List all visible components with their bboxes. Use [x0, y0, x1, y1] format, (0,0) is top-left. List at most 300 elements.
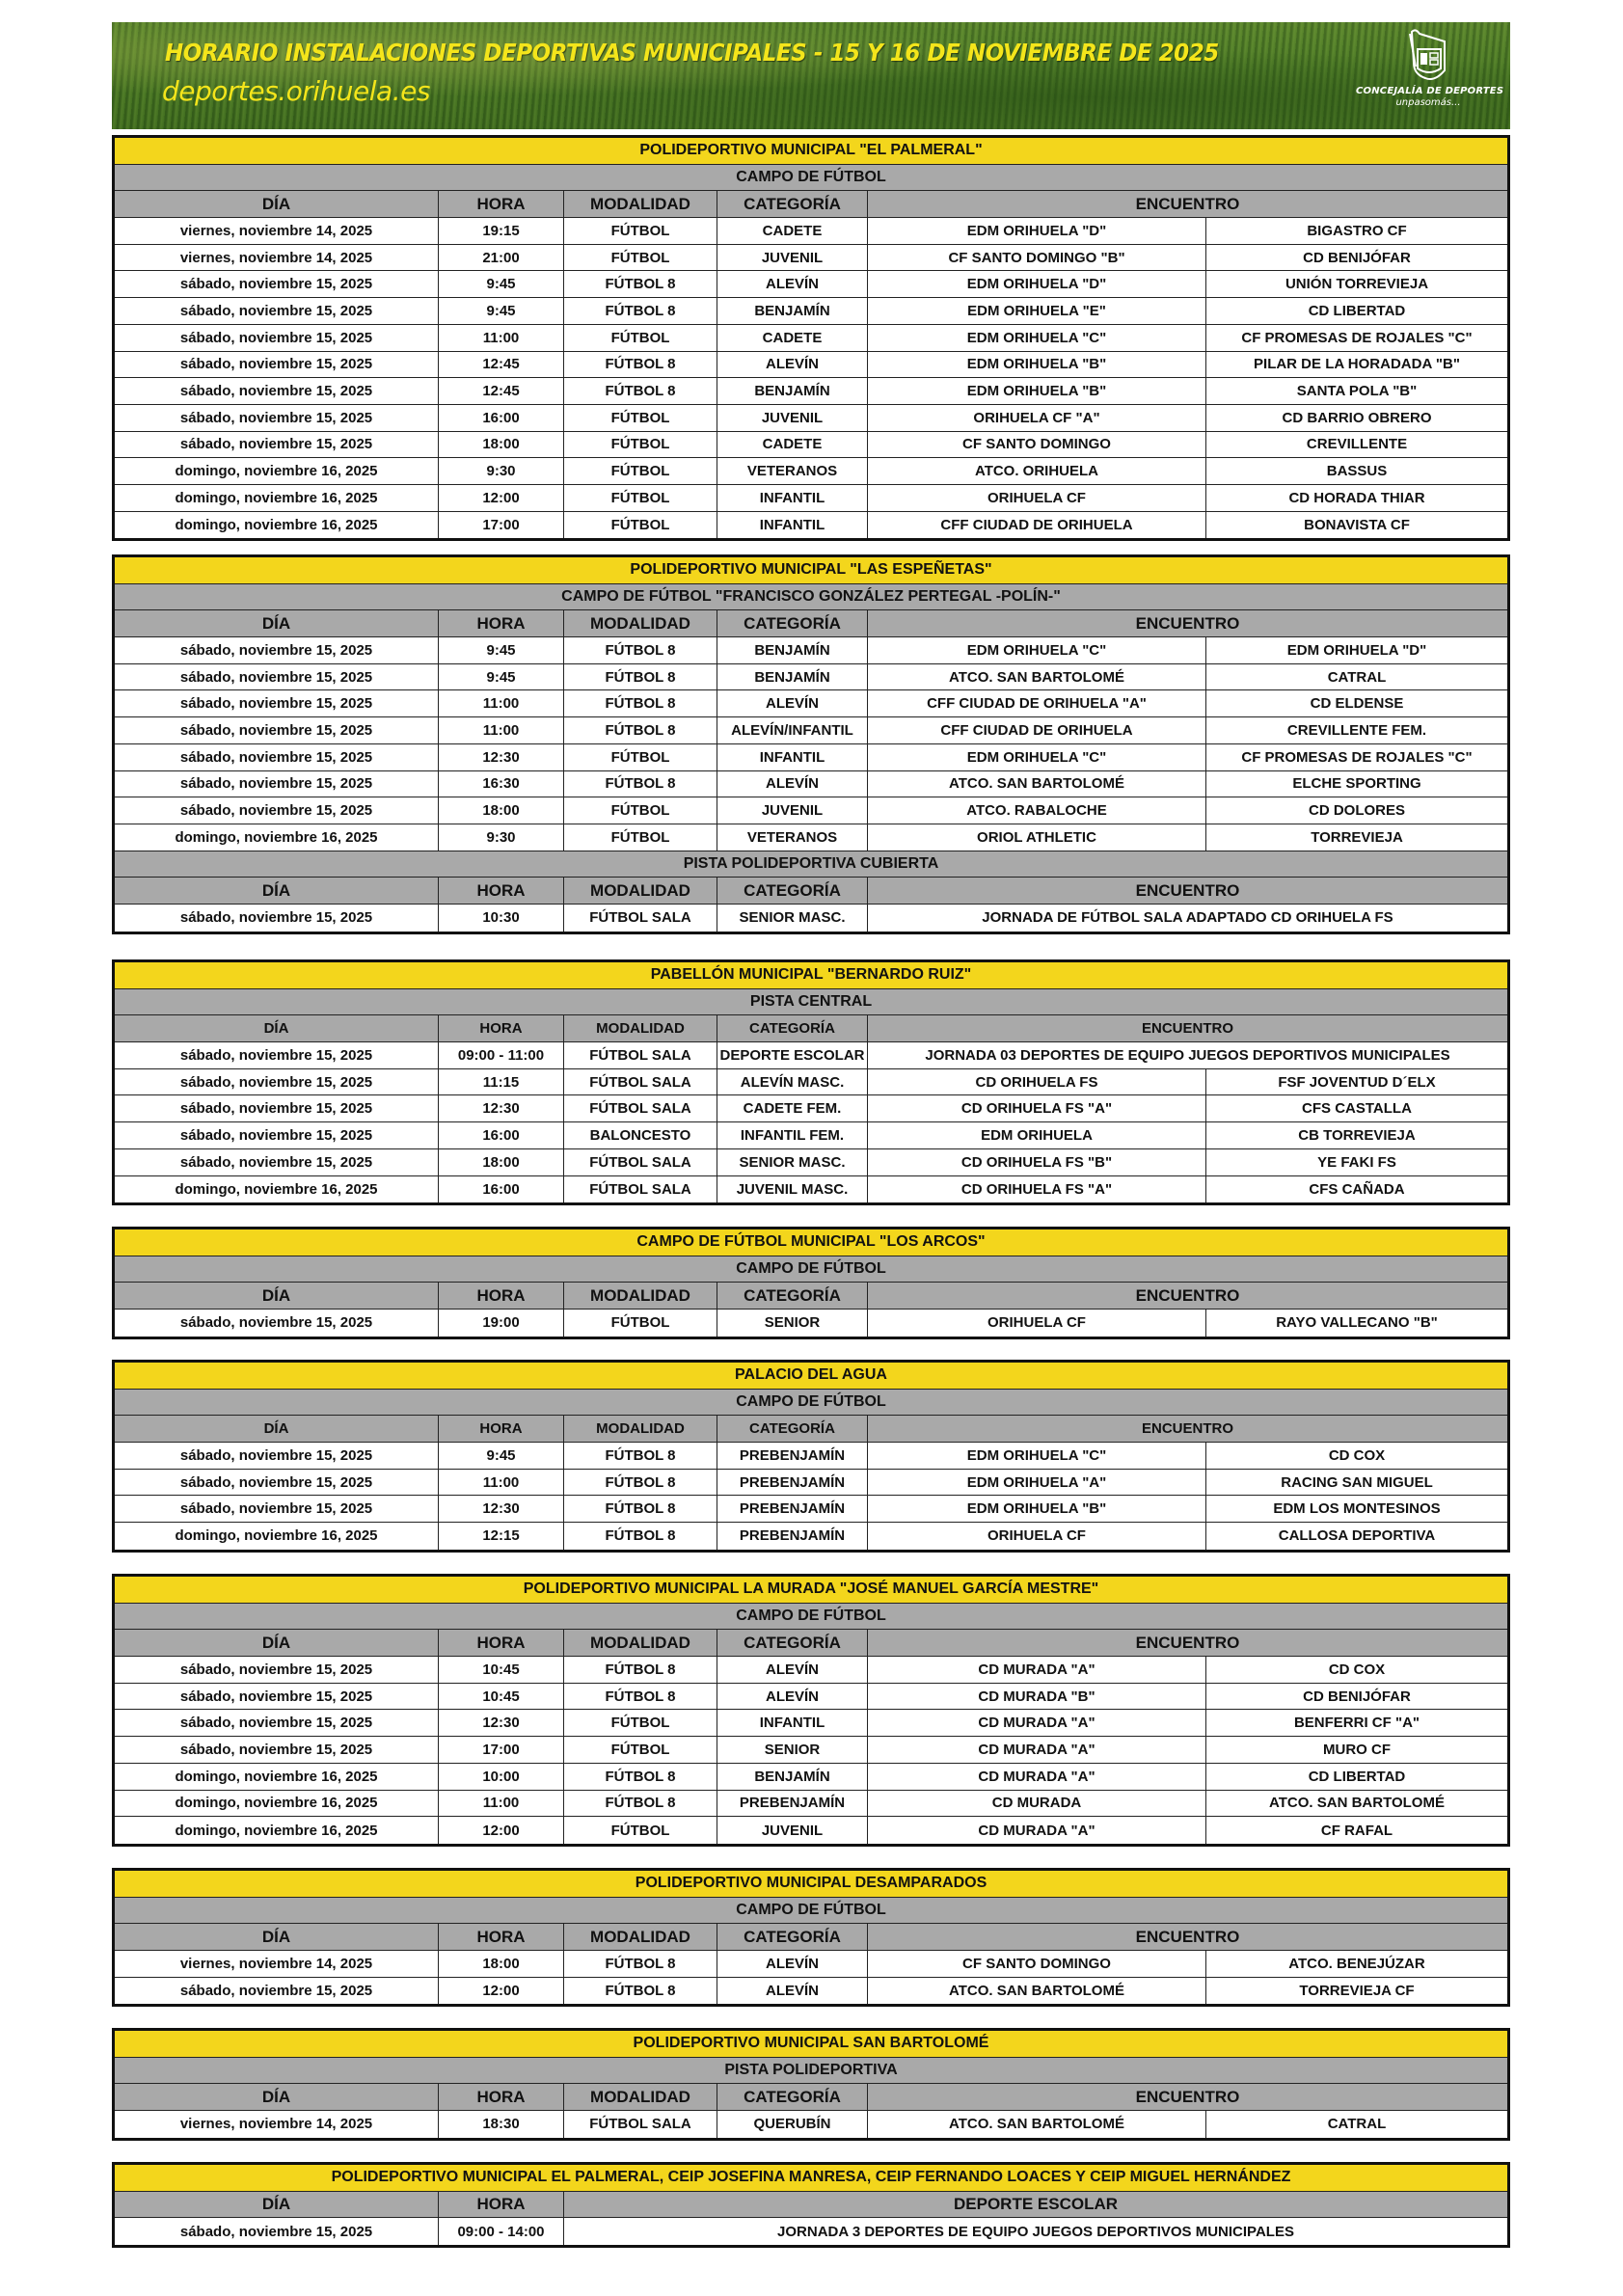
venue-table	[112, 135, 1510, 541]
table-row	[115, 458, 1507, 485]
col-header-encuentro: ENCUENTRO	[1141, 1020, 1233, 1038]
col-header-hora: HORA	[439, 191, 564, 217]
cell-hora: 19:15	[439, 218, 564, 244]
cell-dia: sábado, noviembre 15, 2025	[115, 1684, 439, 1710]
cell-categoria: JUVENIL	[717, 245, 868, 271]
cell-equipo-visitante: MURO CF	[1323, 1741, 1391, 1758]
cell-categoria: JUVENIL	[717, 1817, 868, 1844]
cell-hora: 9:30	[439, 824, 564, 851]
venue-header	[115, 557, 1507, 584]
cell-hora: 18:00	[439, 432, 564, 458]
cell-modalidad: FÚTBOL 8	[564, 1791, 717, 1817]
cell-modalidad: FÚTBOL SALA	[564, 1069, 717, 1095]
cell-categoria: ALEVÍN/INFANTIL	[717, 717, 868, 743]
table-row	[115, 1310, 1507, 1337]
col-header-dia: DÍA	[115, 191, 439, 217]
section-header	[115, 2058, 1507, 2085]
cell-equipo-local: ORIHUELA CF "A"	[868, 405, 1206, 431]
cell-dia: sábado, noviembre 15, 2025	[115, 271, 439, 297]
cell-equipo-local: EDM ORIHUELA "C"	[868, 325, 1206, 351]
cell-categoria: PREBENJAMÍN	[717, 1470, 868, 1496]
cell-hora: 9:45	[439, 664, 564, 690]
venue-header	[115, 1577, 1507, 1604]
cell-dia: sábado, noviembre 15, 2025	[115, 325, 439, 351]
cell-equipo-visitante: CD BENIJÓFAR	[1303, 1688, 1411, 1705]
table-row	[115, 1122, 1507, 1149]
venue-name: CAMPO DE FÚTBOL MUNICIPAL "LOS ARCOS"	[636, 1233, 986, 1251]
cell-equipo-visitante: PILAR DE LA HORADADA "B"	[1254, 356, 1460, 373]
col-header-categoria: CATEGORÍA	[717, 2084, 868, 2110]
cell-equipo-local: CF SANTO DOMINGO	[868, 432, 1206, 458]
cell-equipo-visitante: CREVILLENTE FEM.	[1286, 721, 1427, 739]
cell-modalidad: FÚTBOL 8	[564, 352, 717, 378]
cell-dia: sábado, noviembre 15, 2025	[115, 744, 439, 770]
cell-equipo-local: EDM ORIHUELA "B"	[868, 378, 1206, 404]
cell-equipo-local: CF SANTO DOMINGO	[868, 1951, 1206, 1977]
venue-header	[115, 2165, 1507, 2192]
cell-dia: domingo, noviembre 16, 2025	[115, 458, 439, 484]
cell-hora: 10:45	[439, 1684, 564, 1710]
cell-categoria: JUVENIL	[717, 405, 868, 431]
section-header	[115, 165, 1507, 192]
cell-hora: 12:30	[439, 1496, 564, 1522]
col-header-categoria: CATEGORÍA	[717, 610, 868, 636]
cell-equipo-visitante: EDM LOS MONTESINOS	[1273, 1500, 1441, 1518]
cell-equipo-local: CD MURADA "A"	[868, 1710, 1206, 1736]
cell-categoria: INFANTIL	[717, 512, 868, 539]
cell-categoria: VETERANOS	[717, 458, 868, 484]
section-name: PISTA POLIDEPORTIVA CUBIERTA	[683, 854, 939, 872]
cell-modalidad: FÚTBOL	[564, 458, 717, 484]
col-header-modalidad: MODALIDAD	[564, 191, 717, 217]
cell-equipo-local: CD ORIHUELA FS "A"	[868, 1176, 1206, 1203]
cell-equipo-local: CD ORIHUELA FS "B"	[868, 1149, 1206, 1175]
cell-equipo-visitante: ATCO. SAN BARTOLOMÉ	[1269, 1795, 1445, 1812]
cell-hora: 9:45	[439, 637, 564, 663]
cell-dia: sábado, noviembre 15, 2025	[115, 352, 439, 378]
venue-name: POLIDEPORTIVO MUNICIPAL "LAS ESPEÑETAS"	[630, 561, 992, 579]
cell-equipo-local: EDM ORIHUELA "C"	[868, 637, 1206, 663]
cell-categoria: CADETE FEM.	[717, 1095, 868, 1121]
cell-categoria: VETERANOS	[717, 824, 868, 851]
concejalia-logo	[1356, 28, 1504, 124]
venue-table	[112, 2162, 1510, 2248]
cell-dia: sábado, noviembre 15, 2025	[115, 432, 439, 458]
table-row	[115, 1496, 1507, 1523]
venue-name: POLIDEPORTIVO MUNICIPAL LA MURADA "JOSÉ MANUEL GARCÍA MESTRE"	[523, 1580, 1099, 1598]
cell-equipo-local: ORIHUELA CF	[868, 485, 1206, 511]
cell-hora: 18:30	[439, 2111, 564, 2138]
section-name: CAMPO DE FÚTBOL	[736, 1902, 886, 1919]
cell-modalidad: FÚTBOL 8	[564, 717, 717, 743]
cell-categoria: CADETE	[717, 432, 868, 458]
section-name: CAMPO DE FÚTBOL "FRANCISCO GONZÁLEZ PERTEGAL -POLÍN-"	[561, 588, 1061, 606]
cell-dia: sábado, noviembre 15, 2025	[115, 1122, 439, 1148]
cell-categoria: BENJAMÍN	[717, 664, 868, 690]
cell-equipo-visitante: CFS CAÑADA	[1309, 1180, 1405, 1198]
section-name: CAMPO DE FÚTBOL	[736, 1393, 886, 1411]
cell-categoria: ALEVÍN	[717, 1657, 868, 1683]
cell-modalidad: FÚTBOL 8	[564, 1978, 717, 2005]
table-row	[115, 1737, 1507, 1764]
cell-equipo-visitante: CALLOSA DEPORTIVA	[1278, 1527, 1436, 1545]
table-row	[115, 218, 1507, 245]
cell-equipo-visitante: ELCHE SPORTING	[1292, 775, 1421, 793]
cell-dia: domingo, noviembre 16, 2025	[115, 1764, 439, 1790]
cell-dia: domingo, noviembre 16, 2025	[115, 824, 439, 851]
cell-equipo-local: ORIOL ATHLETIC	[868, 824, 1206, 851]
cell-categoria: INFANTIL FEM.	[717, 1122, 868, 1148]
cell-hora: 18:00	[439, 797, 564, 824]
cell-modalidad: FÚTBOL	[564, 1817, 717, 1844]
col-header-hora: HORA	[439, 1630, 564, 1656]
cell-equipo-visitante: CD BENIJÓFAR	[1303, 249, 1411, 266]
cell-hora: 11:00	[439, 1470, 564, 1496]
col-header-deporte-escolar: DEPORTE ESCOLAR	[953, 2195, 1119, 2214]
cell-equipo-visitante: CF RAFAL	[1320, 1822, 1393, 1839]
section-header	[115, 1390, 1507, 1417]
header-banner	[112, 22, 1510, 129]
cell-categoria: SENIOR	[717, 1310, 868, 1337]
cell-hora: 10:45	[439, 1657, 564, 1683]
cell-equipo-local: EDM ORIHUELA "D"	[868, 271, 1206, 297]
venue-header	[115, 1229, 1507, 1256]
cell-modalidad: FÚTBOL	[564, 485, 717, 511]
col-header-hora: HORA	[439, 1924, 564, 1950]
cell-dia: sábado, noviembre 15, 2025	[115, 905, 439, 932]
venue-table	[112, 959, 1510, 1205]
col-header-modalidad: MODALIDAD	[564, 2084, 717, 2110]
col-header-hora: HORA	[439, 610, 564, 636]
table-row	[115, 2218, 1507, 2245]
cell-hora: 18:00	[439, 1149, 564, 1175]
cell-hora: 12:30	[439, 744, 564, 770]
cell-hora: 9:45	[439, 298, 564, 324]
venue-table	[112, 1360, 1510, 1553]
cell-modalidad: FÚTBOL SALA	[564, 2111, 717, 2138]
cell-equipo-local: EDM ORIHUELA "B"	[868, 1496, 1206, 1522]
cell-equipo-visitante: CATRAL	[1327, 668, 1387, 686]
cell-equipo-visitante: TORREVIEJA CF	[1299, 1983, 1415, 2000]
cell-categoria: PREBENJAMÍN	[717, 1496, 868, 1522]
cell-equipo-local: CF SANTO DOMINGO "B"	[868, 245, 1206, 271]
table-row	[115, 905, 1507, 932]
cell-categoria: PREBENJAMÍN	[717, 1443, 868, 1469]
table-row	[115, 637, 1507, 664]
table-row	[115, 1791, 1507, 1818]
table-row	[115, 1710, 1507, 1737]
cell-hora: 12:15	[439, 1523, 564, 1550]
cell-categoria: INFANTIL	[717, 1710, 868, 1736]
column-header-row	[115, 2192, 1507, 2219]
column-header-row	[115, 191, 1507, 218]
table-row	[115, 690, 1507, 717]
cell-equipo-local: ATCO. SAN BARTOLOMÉ	[868, 771, 1206, 797]
cell-modalidad: FÚTBOL 8	[564, 1470, 717, 1496]
cell-modalidad: FÚTBOL 8	[564, 1684, 717, 1710]
table-row	[115, 717, 1507, 744]
cell-hora: 11:00	[439, 717, 564, 743]
cell-equipo-visitante: CF PROMESAS DE ROJALES "C"	[1241, 748, 1473, 766]
cell-evento: JORNADA 03 DEPORTES DE EQUIPO JUEGOS DEPORTIVOS MUNICIPALES	[925, 1046, 1450, 1064]
cell-modalidad: FÚTBOL 8	[564, 298, 717, 324]
col-header-hora: HORA	[439, 1416, 564, 1442]
table-row	[115, 1095, 1507, 1122]
cell-equipo-visitante: CF PROMESAS DE ROJALES "C"	[1241, 329, 1473, 346]
table-row	[115, 2111, 1507, 2138]
cell-modalidad: FÚTBOL	[564, 325, 717, 351]
cell-equipo-visitante: RAYO VALLECANO "B"	[1276, 1314, 1438, 1332]
section-header	[115, 1898, 1507, 1925]
col-header-dia: DÍA	[115, 878, 439, 904]
cell-dia: sábado, noviembre 15, 2025	[115, 1069, 439, 1095]
col-header-categoria: CATEGORÍA	[717, 1283, 868, 1309]
cell-equipo-local: EDM ORIHUELA "C"	[868, 744, 1206, 770]
cell-dia: sábado, noviembre 15, 2025	[115, 1737, 439, 1763]
table-row	[115, 771, 1507, 798]
cell-equipo-visitante: TORREVIEJA	[1311, 828, 1403, 846]
cell-equipo-visitante: CREVILLENTE	[1306, 436, 1408, 453]
cell-modalidad: FÚTBOL SALA	[564, 1042, 717, 1068]
cell-modalidad: FÚTBOL SALA	[564, 1176, 717, 1203]
venue-name: POLIDEPORTIVO MUNICIPAL EL PALMERAL, CEIP JOSEFINA MANRESA, CEIP FERNANDO LOACES Y CEIP MIGUEL HERNÁNDEZ	[331, 2169, 1291, 2186]
cell-hora: 17:00	[439, 512, 564, 539]
column-header-row	[115, 1015, 1507, 1042]
venue-name: POLIDEPORTIVO MUNICIPAL SAN BARTOLOMÉ	[633, 2035, 989, 2052]
cell-equipo-visitante: CD LIBERTAD	[1308, 302, 1406, 319]
table-row	[115, 378, 1507, 405]
cell-equipo-visitante: SANTA POLA "B"	[1296, 383, 1418, 400]
cell-equipo-local: ORIHUELA CF	[868, 1310, 1206, 1337]
cell-modalidad: FÚTBOL	[564, 1737, 717, 1763]
cell-equipo-visitante: CD BARRIO OBRERO	[1282, 409, 1432, 426]
cell-dia: sábado, noviembre 15, 2025	[115, 2218, 439, 2245]
cell-categoria: DEPORTE ESCOLAR	[717, 1042, 868, 1068]
cell-equipo-local: ORIHUELA CF	[868, 1523, 1206, 1550]
cell-categoria: CADETE	[717, 325, 868, 351]
cell-modalidad: FÚTBOL	[564, 744, 717, 770]
cell-modalidad: FÚTBOL	[564, 1710, 717, 1736]
cell-modalidad: FÚTBOL 8	[564, 664, 717, 690]
col-header-dia: DÍA	[115, 1924, 439, 1950]
cell-dia: sábado, noviembre 15, 2025	[115, 298, 439, 324]
cell-modalidad: FÚTBOL 8	[564, 1764, 717, 1790]
venue-table	[112, 2028, 1510, 2141]
cell-equipo-local: ATCO. ORIHUELA	[868, 458, 1206, 484]
venue-header	[115, 2031, 1507, 2058]
col-header-hora: HORA	[439, 2192, 564, 2218]
cell-categoria: ALEVÍN	[717, 1684, 868, 1710]
table-row	[115, 485, 1507, 512]
table-row	[115, 824, 1507, 851]
cell-categoria: JUVENIL MASC.	[717, 1176, 868, 1203]
col-header-modalidad: MODALIDAD	[564, 1416, 717, 1442]
cell-modalidad: FÚTBOL	[564, 432, 717, 458]
table-row	[115, 298, 1507, 325]
page-title: HORARIO INSTALACIONES DEPORTIVAS MUNICIPALES - 15 Y 16 DE NOVIEMBRE DE 2025	[165, 39, 1219, 67]
cell-modalidad: FÚTBOL SALA	[564, 1149, 717, 1175]
cell-equipo-local: CD MURADA	[868, 1791, 1206, 1817]
col-header-dia: DÍA	[115, 2084, 439, 2110]
cell-hora: 09:00 - 14:00	[439, 2218, 564, 2245]
table-row	[115, 1764, 1507, 1791]
col-header-hora: HORA	[439, 2084, 564, 2110]
cell-equipo-visitante: BONAVISTA CF	[1304, 516, 1410, 533]
cell-categoria: PREBENJAMÍN	[717, 1523, 868, 1550]
cell-equipo-visitante: BENFERRI CF "A"	[1293, 1715, 1420, 1732]
table-row	[115, 432, 1507, 459]
cell-categoria: ALEVÍN	[717, 352, 868, 378]
table-row	[115, 1443, 1507, 1470]
cell-modalidad: FÚTBOL	[564, 245, 717, 271]
venue-header	[115, 1871, 1507, 1898]
venue-name: POLIDEPORTIVO MUNICIPAL "EL PALMERAL"	[639, 142, 983, 159]
column-header-row	[115, 1630, 1507, 1657]
col-header-categoria: CATEGORÍA	[717, 1924, 868, 1950]
cell-modalidad: FÚTBOL SALA	[564, 905, 717, 932]
col-header-hora: HORA	[439, 878, 564, 904]
table-row	[115, 245, 1507, 272]
cell-equipo-visitante: CD COX	[1328, 1446, 1386, 1464]
cell-hora: 12:00	[439, 485, 564, 511]
col-header-dia: DÍA	[115, 1283, 439, 1309]
cell-evento: JORNADA DE FÚTBOL SALA ADAPTADO CD ORIHUELA FS	[982, 909, 1393, 927]
table-row	[115, 1978, 1507, 2005]
col-header-dia: DÍA	[115, 1630, 439, 1656]
cell-modalidad: BALONCESTO	[564, 1122, 717, 1148]
table-row	[115, 352, 1507, 379]
cell-hora: 11:15	[439, 1069, 564, 1095]
cell-hora: 16:00	[439, 405, 564, 431]
cell-hora: 21:00	[439, 245, 564, 271]
cell-equipo-local: ATCO. RABALOCHE	[868, 797, 1206, 824]
cell-categoria: BENJAMÍN	[717, 298, 868, 324]
col-header-modalidad: MODALIDAD	[564, 1924, 717, 1950]
cell-equipo-visitante: CD HORADA THIAR	[1288, 489, 1425, 506]
cell-hora: 19:00	[439, 1310, 564, 1337]
cell-equipo-local: EDM ORIHUELA "D"	[868, 218, 1206, 244]
cell-dia: sábado, noviembre 15, 2025	[115, 664, 439, 690]
cell-modalidad: FÚTBOL 8	[564, 1951, 717, 1977]
col-header-dia: DÍA	[115, 1416, 439, 1442]
cell-modalidad: FÚTBOL	[564, 824, 717, 851]
cell-hora: 10:30	[439, 905, 564, 932]
col-header-encuentro: ENCUENTRO	[1141, 1420, 1233, 1438]
col-header-modalidad: MODALIDAD	[564, 610, 717, 636]
cell-equipo-visitante: YE FAKI FS	[1317, 1153, 1396, 1171]
cell-hora: 11:00	[439, 1791, 564, 1817]
cell-modalidad: FÚTBOL	[564, 218, 717, 244]
table-row	[115, 1069, 1507, 1096]
section-name: CAMPO DE FÚTBOL	[736, 169, 886, 186]
section-name: CAMPO DE FÚTBOL	[736, 1607, 886, 1625]
cell-dia: domingo, noviembre 16, 2025	[115, 512, 439, 539]
cell-equipo-visitante: UNIÓN TORREVIEJA	[1285, 276, 1429, 293]
website-link[interactable]: deportes.orihuela.es	[162, 75, 430, 107]
cell-dia: sábado, noviembre 15, 2025	[115, 1470, 439, 1496]
col-header-encuentro: ENCUENTRO	[1135, 2087, 1240, 2106]
cell-hora: 11:00	[439, 325, 564, 351]
col-header-modalidad: MODALIDAD	[564, 1630, 717, 1656]
table-row	[115, 512, 1507, 539]
table-row	[115, 1684, 1507, 1711]
cell-dia: sábado, noviembre 15, 2025	[115, 405, 439, 431]
cell-dia: sábado, noviembre 15, 2025	[115, 797, 439, 824]
col-header-dia: DÍA	[115, 1015, 439, 1041]
cell-categoria: SENIOR MASC.	[717, 1149, 868, 1175]
cell-modalidad: FÚTBOL 8	[564, 1443, 717, 1469]
cell-equipo-local: ATCO. SAN BARTOLOMÉ	[868, 664, 1206, 690]
column-header-row	[115, 1416, 1507, 1443]
city-seal-icon	[1406, 28, 1450, 84]
table-row	[115, 1657, 1507, 1684]
cell-dia: sábado, noviembre 15, 2025	[115, 1657, 439, 1683]
cell-modalidad: FÚTBOL 8	[564, 1523, 717, 1550]
table-row	[115, 1523, 1507, 1550]
cell-dia: domingo, noviembre 16, 2025	[115, 485, 439, 511]
cell-categoria: ALEVÍN	[717, 271, 868, 297]
cell-categoria: BENJAMÍN	[717, 637, 868, 663]
cell-equipo-local: CFF CIUDAD DE ORIHUELA	[868, 512, 1206, 539]
cell-equipo-local: CFF CIUDAD DE ORIHUELA	[868, 717, 1206, 743]
col-header-categoria: CATEGORÍA	[717, 878, 868, 904]
cell-categoria: ALEVÍN	[717, 690, 868, 716]
cell-equipo-visitante: CD ELDENSE	[1310, 695, 1404, 713]
col-header-categoria: CATEGORÍA	[717, 1416, 868, 1442]
cell-equipo-local: CD ORIHUELA FS	[868, 1069, 1206, 1095]
cell-equipo-local: ATCO. SAN BARTOLOMÉ	[868, 1978, 1206, 2005]
cell-evento: JORNADA 3 DEPORTES DE EQUIPO JUEGOS DEPORTIVOS MUNICIPALES	[777, 2223, 1294, 2240]
section-header	[115, 851, 1507, 878]
cell-categoria: BENJAMÍN	[717, 378, 868, 404]
table-row	[115, 664, 1507, 691]
table-row	[115, 1470, 1507, 1497]
cell-hora: 12:00	[439, 1817, 564, 1844]
table-row	[115, 744, 1507, 771]
cell-hora: 9:45	[439, 1443, 564, 1469]
cell-hora: 16:00	[439, 1122, 564, 1148]
cell-equipo-visitante: CD COX	[1328, 1661, 1386, 1678]
cell-equipo-local: CD MURADA "A"	[868, 1737, 1206, 1763]
cell-modalidad: FÚTBOL	[564, 405, 717, 431]
cell-hora: 12:30	[439, 1095, 564, 1121]
cell-categoria: BENJAMÍN	[717, 1764, 868, 1790]
cell-modalidad: FÚTBOL	[564, 512, 717, 539]
cell-equipo-visitante: CD DOLORES	[1308, 802, 1405, 820]
col-header-encuentro: ENCUENTRO	[1135, 194, 1240, 213]
cell-equipo-visitante: BIGASTRO CF	[1307, 222, 1407, 239]
cell-equipo-local: EDM ORIHUELA "B"	[868, 352, 1206, 378]
cell-equipo-visitante: FSF JOVENTUD D´ELX	[1278, 1073, 1436, 1091]
column-header-row	[115, 1924, 1507, 1951]
cell-dia: viernes, noviembre 14, 2025	[115, 2111, 439, 2138]
cell-dia: domingo, noviembre 16, 2025	[115, 1817, 439, 1844]
section-header	[115, 1604, 1507, 1631]
cell-equipo-visitante: CB TORREVIEJA	[1298, 1126, 1416, 1144]
cell-dia: sábado, noviembre 15, 2025	[115, 771, 439, 797]
cell-equipo-local: CFF CIUDAD DE ORIHUELA "A"	[868, 690, 1206, 716]
cell-modalidad: FÚTBOL 8	[564, 378, 717, 404]
cell-hora: 12:45	[439, 378, 564, 404]
cell-hora: 9:45	[439, 271, 564, 297]
column-header-row	[115, 878, 1507, 905]
cell-hora: 12:00	[439, 1978, 564, 2005]
table-row	[115, 325, 1507, 352]
cell-dia: sábado, noviembre 15, 2025	[115, 1496, 439, 1522]
cell-modalidad: FÚTBOL 8	[564, 771, 717, 797]
col-header-modalidad: MODALIDAD	[564, 1015, 717, 1041]
cell-categoria: ALEVÍN	[717, 771, 868, 797]
